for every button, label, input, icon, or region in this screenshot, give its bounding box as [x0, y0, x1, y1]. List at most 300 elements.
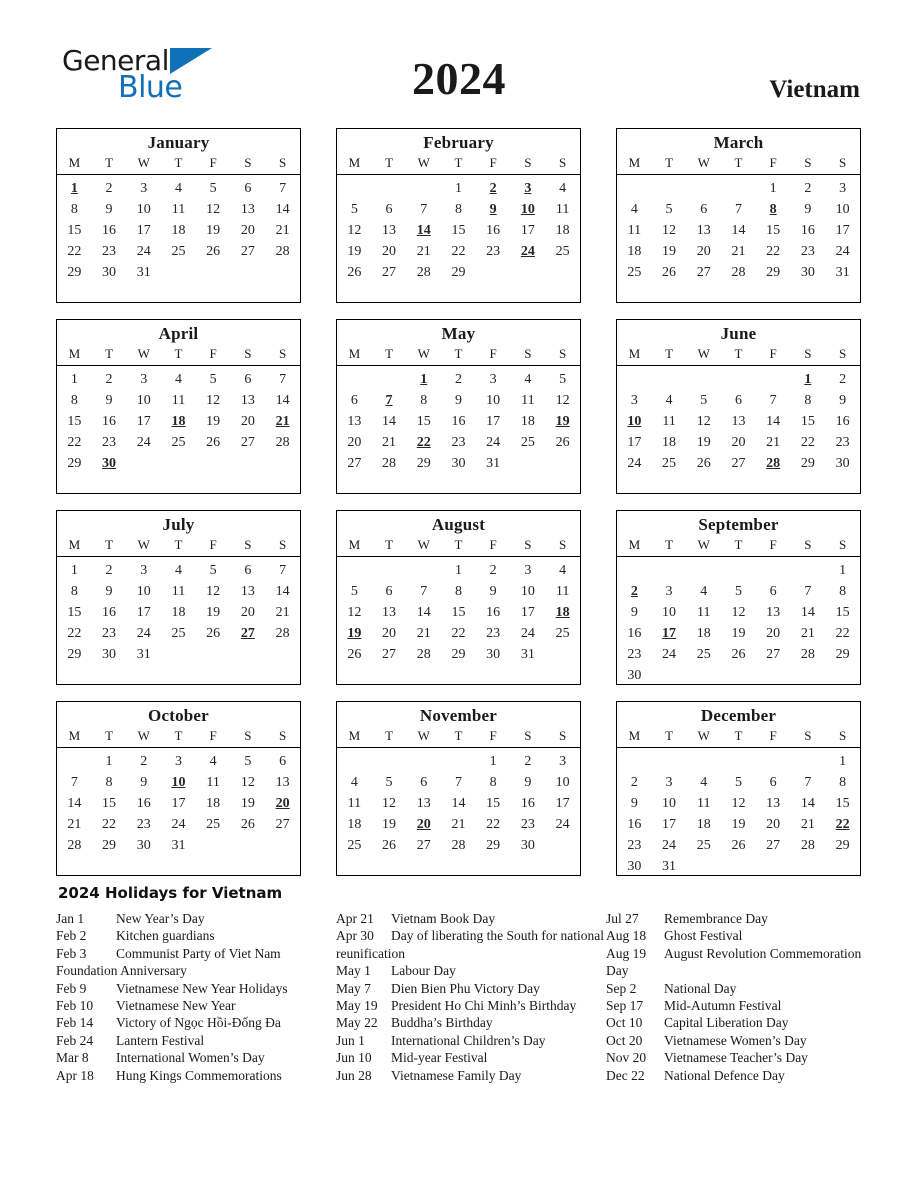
day-cell[interactable]: 15: [486, 795, 501, 811]
day-cell[interactable]: 16: [800, 222, 815, 238]
day-cell[interactable]: 28: [382, 455, 397, 471]
day-cell[interactable]: 5: [209, 180, 217, 196]
day-cell[interactable]: 7: [279, 371, 287, 387]
day-cell[interactable]: 29: [416, 455, 431, 471]
holiday-day-cell[interactable]: 22: [835, 816, 850, 832]
day-cell[interactable]: 4: [350, 774, 358, 790]
day-cell[interactable]: 21: [451, 816, 466, 832]
holiday-day-cell[interactable]: 28: [766, 455, 781, 471]
day-cell[interactable]: 27: [382, 646, 397, 662]
day-cell[interactable]: 8: [105, 774, 113, 790]
day-cell[interactable]: 2: [804, 180, 812, 196]
holiday-day-cell[interactable]: 8: [769, 201, 777, 217]
day-cell[interactable]: 27: [416, 837, 431, 853]
day-cell[interactable]: 31: [662, 858, 677, 874]
day-cell[interactable]: 1: [70, 371, 78, 387]
day-cell[interactable]: 24: [136, 243, 151, 259]
day-cell[interactable]: 23: [627, 646, 642, 662]
day-cell[interactable]: 22: [67, 625, 82, 641]
day-cell[interactable]: 4: [700, 583, 708, 599]
holiday-day-cell[interactable]: 10: [171, 774, 186, 790]
day-cell[interactable]: 19: [206, 413, 221, 429]
day-cell[interactable]: 2: [524, 753, 532, 769]
day-cell[interactable]: 30: [136, 837, 151, 853]
day-cell[interactable]: 22: [67, 243, 82, 259]
day-cell[interactable]: 14: [275, 392, 290, 408]
day-cell[interactable]: 6: [244, 562, 252, 578]
day-cell[interactable]: 1: [105, 753, 113, 769]
day-cell[interactable]: 11: [206, 774, 220, 790]
day-cell[interactable]: 17: [136, 413, 151, 429]
day-cell[interactable]: 9: [105, 201, 113, 217]
day-cell[interactable]: 15: [800, 413, 815, 429]
day-cell[interactable]: 6: [350, 392, 358, 408]
day-cell[interactable]: 6: [244, 180, 252, 196]
day-cell[interactable]: 29: [67, 455, 82, 471]
day-cell[interactable]: 31: [520, 646, 535, 662]
day-cell[interactable]: 18: [696, 625, 711, 641]
day-cell[interactable]: 26: [206, 625, 221, 641]
day-cell[interactable]: 13: [347, 413, 362, 429]
day-cell[interactable]: 3: [140, 180, 148, 196]
day-cell[interactable]: 29: [451, 264, 466, 280]
day-cell[interactable]: 30: [627, 858, 642, 874]
holiday-day-cell[interactable]: 20: [416, 816, 431, 832]
day-cell[interactable]: 9: [630, 795, 638, 811]
day-cell[interactable]: 1: [454, 180, 462, 196]
day-cell[interactable]: 17: [486, 413, 501, 429]
day-cell[interactable]: 15: [67, 222, 82, 238]
holiday-day-cell[interactable]: 18: [555, 604, 570, 620]
day-cell[interactable]: 19: [731, 625, 746, 641]
day-cell[interactable]: 22: [451, 243, 466, 259]
day-cell[interactable]: 2: [105, 562, 113, 578]
day-cell[interactable]: 15: [451, 222, 466, 238]
day-cell[interactable]: 4: [700, 774, 708, 790]
day-cell[interactable]: 14: [382, 413, 397, 429]
day-cell[interactable]: 28: [451, 837, 466, 853]
day-cell[interactable]: 24: [555, 816, 570, 832]
day-cell[interactable]: 25: [171, 625, 186, 641]
day-cell[interactable]: 18: [696, 816, 711, 832]
day-cell[interactable]: 4: [174, 180, 182, 196]
holiday-day-cell[interactable]: 17: [662, 625, 677, 641]
day-cell[interactable]: 31: [171, 837, 186, 853]
day-cell[interactable]: 5: [734, 774, 742, 790]
day-cell[interactable]: 18: [555, 222, 570, 238]
day-cell[interactable]: 27: [766, 646, 781, 662]
holiday-day-cell[interactable]: 20: [275, 795, 290, 811]
day-cell[interactable]: 12: [382, 795, 397, 811]
day-cell[interactable]: 7: [734, 201, 742, 217]
day-cell[interactable]: 24: [136, 434, 151, 450]
day-cell[interactable]: 15: [67, 413, 82, 429]
day-cell[interactable]: 21: [275, 222, 290, 238]
day-cell[interactable]: 11: [171, 583, 186, 599]
day-cell[interactable]: 22: [486, 816, 501, 832]
day-cell[interactable]: 22: [451, 625, 466, 641]
day-cell[interactable]: 14: [766, 413, 781, 429]
day-cell[interactable]: 4: [630, 201, 638, 217]
day-cell[interactable]: 9: [454, 392, 462, 408]
day-cell[interactable]: 8: [839, 774, 847, 790]
day-cell[interactable]: 13: [766, 795, 781, 811]
day-cell[interactable]: 5: [209, 371, 217, 387]
day-cell[interactable]: 10: [136, 201, 151, 217]
day-cell[interactable]: 13: [696, 222, 711, 238]
day-cell[interactable]: 26: [731, 646, 746, 662]
day-cell[interactable]: 27: [696, 264, 711, 280]
day-cell[interactable]: 20: [766, 816, 781, 832]
holiday-day-cell[interactable]: 14: [416, 222, 431, 238]
day-cell[interactable]: 10: [136, 392, 151, 408]
day-cell[interactable]: 29: [835, 646, 850, 662]
day-cell[interactable]: 13: [416, 795, 431, 811]
day-cell[interactable]: 18: [171, 222, 186, 238]
holiday-day-cell[interactable]: 18: [171, 413, 186, 429]
day-cell[interactable]: 11: [697, 795, 711, 811]
day-cell[interactable]: 26: [382, 837, 397, 853]
day-cell[interactable]: 4: [665, 392, 673, 408]
day-cell[interactable]: 1: [489, 753, 497, 769]
holiday-day-cell[interactable]: 10: [520, 201, 535, 217]
day-cell[interactable]: 13: [382, 604, 397, 620]
day-cell[interactable]: 24: [486, 434, 501, 450]
day-cell[interactable]: 7: [454, 774, 462, 790]
holiday-day-cell[interactable]: 3: [524, 180, 532, 196]
day-cell[interactable]: 22: [835, 625, 850, 641]
day-cell[interactable]: 10: [520, 583, 535, 599]
day-cell[interactable]: 6: [700, 201, 708, 217]
day-cell[interactable]: 21: [800, 625, 815, 641]
day-cell[interactable]: 20: [240, 604, 255, 620]
day-cell[interactable]: 4: [174, 562, 182, 578]
day-cell[interactable]: 25: [171, 243, 186, 259]
day-cell[interactable]: 6: [420, 774, 428, 790]
day-cell[interactable]: 15: [67, 604, 82, 620]
day-cell[interactable]: 12: [206, 583, 221, 599]
holiday-day-cell[interactable]: 9: [489, 201, 497, 217]
day-cell[interactable]: 6: [734, 392, 742, 408]
day-cell[interactable]: 31: [486, 455, 501, 471]
day-cell[interactable]: 9: [140, 774, 148, 790]
day-cell[interactable]: 8: [454, 201, 462, 217]
day-cell[interactable]: 14: [275, 583, 290, 599]
holiday-day-cell[interactable]: 1: [804, 371, 812, 387]
holiday-day-cell[interactable]: 2: [630, 583, 638, 599]
day-cell[interactable]: 6: [244, 371, 252, 387]
day-cell[interactable]: 18: [662, 434, 677, 450]
day-cell[interactable]: 29: [67, 646, 82, 662]
day-cell[interactable]: 11: [171, 392, 186, 408]
day-cell[interactable]: 25: [555, 243, 570, 259]
day-cell[interactable]: 18: [347, 816, 362, 832]
day-cell[interactable]: 3: [140, 371, 148, 387]
day-cell[interactable]: 28: [275, 243, 290, 259]
day-cell[interactable]: 20: [347, 434, 362, 450]
day-cell[interactable]: 20: [240, 222, 255, 238]
day-cell[interactable]: 14: [800, 604, 815, 620]
day-cell[interactable]: 27: [240, 434, 255, 450]
day-cell[interactable]: 12: [206, 392, 221, 408]
day-cell[interactable]: 20: [382, 243, 397, 259]
holiday-day-cell[interactable]: 2: [489, 180, 497, 196]
day-cell[interactable]: 19: [206, 222, 221, 238]
day-cell[interactable]: 5: [385, 774, 393, 790]
day-cell[interactable]: 12: [347, 222, 362, 238]
day-cell[interactable]: 3: [140, 562, 148, 578]
day-cell[interactable]: 16: [102, 222, 117, 238]
day-cell[interactable]: 3: [489, 371, 497, 387]
holiday-day-cell[interactable]: 1: [70, 180, 78, 196]
day-cell[interactable]: 27: [731, 455, 746, 471]
day-cell[interactable]: 25: [662, 455, 677, 471]
day-cell[interactable]: 16: [520, 795, 535, 811]
day-cell[interactable]: 9: [839, 392, 847, 408]
day-cell[interactable]: 31: [136, 646, 151, 662]
day-cell[interactable]: 17: [555, 795, 570, 811]
day-cell[interactable]: 28: [416, 264, 431, 280]
day-cell[interactable]: 30: [800, 264, 815, 280]
day-cell[interactable]: 11: [555, 583, 570, 599]
day-cell[interactable]: 10: [662, 604, 677, 620]
day-cell[interactable]: 8: [839, 583, 847, 599]
day-cell[interactable]: 9: [105, 583, 113, 599]
day-cell[interactable]: 13: [240, 583, 255, 599]
day-cell[interactable]: 6: [769, 583, 777, 599]
day-cell[interactable]: 11: [662, 413, 676, 429]
day-cell[interactable]: 11: [171, 201, 186, 217]
day-cell[interactable]: 30: [835, 455, 850, 471]
day-cell[interactable]: 10: [835, 201, 850, 217]
day-cell[interactable]: 17: [520, 604, 535, 620]
day-cell[interactable]: 13: [731, 413, 746, 429]
day-cell[interactable]: 12: [731, 604, 746, 620]
day-cell[interactable]: 25: [347, 837, 362, 853]
day-cell[interactable]: 18: [520, 413, 535, 429]
day-cell[interactable]: 12: [206, 201, 221, 217]
day-cell[interactable]: 16: [627, 625, 642, 641]
day-cell[interactable]: 23: [102, 434, 117, 450]
day-cell[interactable]: 11: [697, 604, 711, 620]
day-cell[interactable]: 17: [835, 222, 850, 238]
day-cell[interactable]: 10: [662, 795, 677, 811]
day-cell[interactable]: 28: [275, 434, 290, 450]
day-cell[interactable]: 13: [240, 392, 255, 408]
day-cell[interactable]: 24: [136, 625, 151, 641]
day-cell[interactable]: 19: [347, 243, 362, 259]
day-cell[interactable]: 28: [800, 646, 815, 662]
day-cell[interactable]: 10: [555, 774, 570, 790]
day-cell[interactable]: 16: [451, 413, 466, 429]
day-cell[interactable]: 23: [486, 243, 501, 259]
day-cell[interactable]: 20: [240, 413, 255, 429]
day-cell[interactable]: 7: [804, 583, 812, 599]
day-cell[interactable]: 11: [347, 795, 362, 811]
day-cell[interactable]: 27: [275, 816, 290, 832]
day-cell[interactable]: 5: [559, 371, 567, 387]
day-cell[interactable]: 21: [67, 816, 82, 832]
day-cell[interactable]: 8: [70, 392, 78, 408]
day-cell[interactable]: 31: [835, 264, 850, 280]
day-cell[interactable]: 29: [766, 264, 781, 280]
day-cell[interactable]: 17: [171, 795, 186, 811]
day-cell[interactable]: 28: [800, 837, 815, 853]
day-cell[interactable]: 26: [555, 434, 570, 450]
day-cell[interactable]: 1: [769, 180, 777, 196]
day-cell[interactable]: 5: [350, 583, 358, 599]
day-cell[interactable]: 20: [766, 625, 781, 641]
day-cell[interactable]: 15: [835, 604, 850, 620]
day-cell[interactable]: 27: [240, 243, 255, 259]
day-cell[interactable]: 4: [174, 371, 182, 387]
day-cell[interactable]: 14: [67, 795, 82, 811]
day-cell[interactable]: 18: [627, 243, 642, 259]
day-cell[interactable]: 9: [804, 201, 812, 217]
day-cell[interactable]: 21: [766, 434, 781, 450]
day-cell[interactable]: 12: [696, 413, 711, 429]
day-cell[interactable]: 15: [766, 222, 781, 238]
day-cell[interactable]: 6: [769, 774, 777, 790]
day-cell[interactable]: 9: [105, 392, 113, 408]
day-cell[interactable]: 30: [520, 837, 535, 853]
day-cell[interactable]: 28: [67, 837, 82, 853]
day-cell[interactable]: 6: [385, 583, 393, 599]
day-cell[interactable]: 30: [627, 667, 642, 683]
day-cell[interactable]: 12: [555, 392, 570, 408]
day-cell[interactable]: 27: [766, 837, 781, 853]
day-cell[interactable]: 19: [662, 243, 677, 259]
day-cell[interactable]: 3: [665, 583, 673, 599]
day-cell[interactable]: 29: [835, 837, 850, 853]
day-cell[interactable]: 25: [627, 264, 642, 280]
holiday-day-cell[interactable]: 10: [627, 413, 642, 429]
day-cell[interactable]: 25: [696, 646, 711, 662]
day-cell[interactable]: 24: [662, 646, 677, 662]
day-cell[interactable]: 22: [766, 243, 781, 259]
day-cell[interactable]: 13: [766, 604, 781, 620]
day-cell[interactable]: 26: [347, 264, 362, 280]
day-cell[interactable]: 8: [454, 583, 462, 599]
day-cell[interactable]: 23: [136, 816, 151, 832]
day-cell[interactable]: 12: [347, 604, 362, 620]
day-cell[interactable]: 26: [240, 816, 255, 832]
holiday-day-cell[interactable]: 1: [420, 371, 428, 387]
day-cell[interactable]: 23: [486, 625, 501, 641]
day-cell[interactable]: 7: [769, 392, 777, 408]
day-cell[interactable]: 21: [382, 434, 397, 450]
day-cell[interactable]: 24: [627, 455, 642, 471]
day-cell[interactable]: 18: [206, 795, 221, 811]
day-cell[interactable]: 3: [559, 753, 567, 769]
day-cell[interactable]: 11: [555, 201, 570, 217]
day-cell[interactable]: 7: [420, 583, 428, 599]
day-cell[interactable]: 25: [520, 434, 535, 450]
day-cell[interactable]: 11: [521, 392, 535, 408]
day-cell[interactable]: 19: [731, 816, 746, 832]
day-cell[interactable]: 10: [136, 583, 151, 599]
day-cell[interactable]: 26: [347, 646, 362, 662]
holiday-day-cell[interactable]: 22: [416, 434, 431, 450]
day-cell[interactable]: 20: [731, 434, 746, 450]
day-cell[interactable]: 9: [489, 583, 497, 599]
day-cell[interactable]: 2: [489, 562, 497, 578]
day-cell[interactable]: 6: [385, 201, 393, 217]
day-cell[interactable]: 5: [209, 562, 217, 578]
day-cell[interactable]: 26: [662, 264, 677, 280]
day-cell[interactable]: 5: [244, 753, 252, 769]
day-cell[interactable]: 14: [451, 795, 466, 811]
day-cell[interactable]: 23: [102, 625, 117, 641]
day-cell[interactable]: 8: [70, 583, 78, 599]
day-cell[interactable]: 22: [67, 434, 82, 450]
day-cell[interactable]: 3: [665, 774, 673, 790]
day-cell[interactable]: 17: [627, 434, 642, 450]
day-cell[interactable]: 4: [559, 180, 567, 196]
day-cell[interactable]: 8: [804, 392, 812, 408]
day-cell[interactable]: 20: [382, 625, 397, 641]
day-cell[interactable]: 17: [136, 222, 151, 238]
day-cell[interactable]: 21: [416, 625, 431, 641]
day-cell[interactable]: 15: [102, 795, 117, 811]
day-cell[interactable]: 24: [171, 816, 186, 832]
day-cell[interactable]: 17: [136, 604, 151, 620]
day-cell[interactable]: 19: [382, 816, 397, 832]
day-cell[interactable]: 15: [835, 795, 850, 811]
holiday-day-cell[interactable]: 27: [240, 625, 255, 641]
day-cell[interactable]: 16: [102, 413, 117, 429]
day-cell[interactable]: 9: [524, 774, 532, 790]
day-cell[interactable]: 16: [835, 413, 850, 429]
day-cell[interactable]: 27: [382, 264, 397, 280]
day-cell[interactable]: 13: [382, 222, 397, 238]
day-cell[interactable]: 16: [102, 604, 117, 620]
day-cell[interactable]: 31: [136, 264, 151, 280]
day-cell[interactable]: 25: [171, 434, 186, 450]
day-cell[interactable]: 3: [630, 392, 638, 408]
day-cell[interactable]: 8: [420, 392, 428, 408]
day-cell[interactable]: 30: [451, 455, 466, 471]
day-cell[interactable]: 26: [206, 243, 221, 259]
day-cell[interactable]: 22: [800, 434, 815, 450]
day-cell[interactable]: 19: [240, 795, 255, 811]
day-cell[interactable]: 21: [731, 243, 746, 259]
day-cell[interactable]: 14: [416, 604, 431, 620]
day-cell[interactable]: 29: [102, 837, 117, 853]
day-cell[interactable]: 19: [206, 604, 221, 620]
day-cell[interactable]: 22: [102, 816, 117, 832]
holiday-day-cell[interactable]: 21: [275, 413, 290, 429]
day-cell[interactable]: 5: [350, 201, 358, 217]
day-cell[interactable]: 2: [105, 371, 113, 387]
day-cell[interactable]: 2: [454, 371, 462, 387]
day-cell[interactable]: 2: [105, 180, 113, 196]
day-cell[interactable]: 14: [800, 795, 815, 811]
day-cell[interactable]: 10: [486, 392, 501, 408]
day-cell[interactable]: 23: [835, 434, 850, 450]
day-cell[interactable]: 16: [486, 604, 501, 620]
day-cell[interactable]: 2: [839, 371, 847, 387]
day-cell[interactable]: 20: [696, 243, 711, 259]
day-cell[interactable]: 1: [839, 753, 847, 769]
day-cell[interactable]: 1: [70, 562, 78, 578]
day-cell[interactable]: 25: [555, 625, 570, 641]
holiday-day-cell[interactable]: 30: [102, 455, 117, 471]
day-cell[interactable]: 19: [696, 434, 711, 450]
day-cell[interactable]: 8: [489, 774, 497, 790]
day-cell[interactable]: 3: [524, 562, 532, 578]
day-cell[interactable]: 29: [486, 837, 501, 853]
